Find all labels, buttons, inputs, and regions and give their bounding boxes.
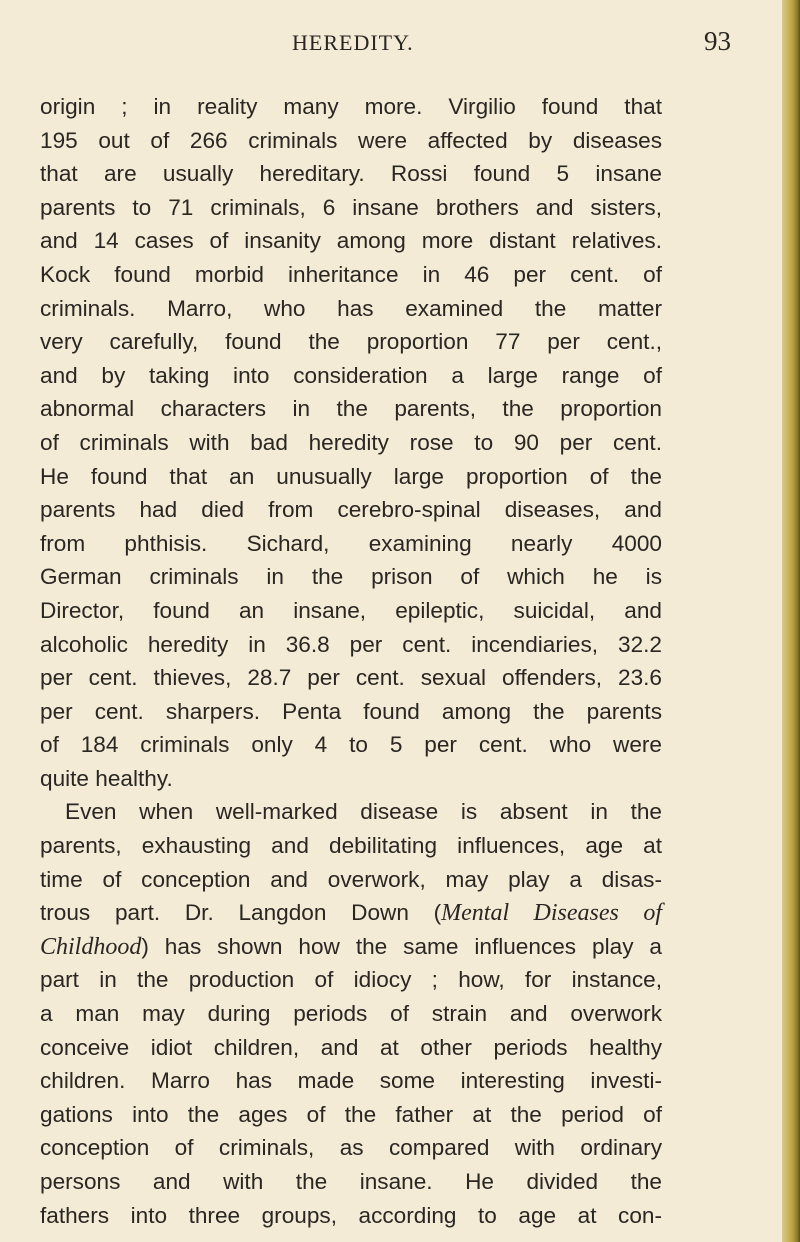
text-line: conception of criminals, as compared with ordinary xyxy=(40,1135,662,1161)
text-span: trous part. Dr. Langdon Down ( xyxy=(40,900,442,926)
text-line: German criminals in the prison of which he is xyxy=(40,564,662,590)
running-head xyxy=(0,22,782,62)
text-line: and by taking into consideration a large range of xyxy=(40,362,662,388)
running-title: HEREDITY. xyxy=(292,30,414,55)
text-line: origin ; in reality many more. Virgilio found that xyxy=(40,94,662,119)
text-line xyxy=(40,896,662,930)
text-line: criminals. Marro, who has examined the matter xyxy=(40,295,662,321)
text-line: of 184 criminals only 4 to 5 per cent. who were xyxy=(40,732,662,758)
text-line: Even when well-marked disease is absent in the xyxy=(65,799,662,825)
text-line: 195 out of 266 criminals were affected by diseases xyxy=(40,127,662,153)
page-number: 93 xyxy=(704,26,731,56)
text-line: conceive idiot children, and at other periods healthy xyxy=(40,1034,662,1060)
text-line: parents had died from cerebro-spinal diseases, and xyxy=(40,497,662,523)
text-line: per cent. sharpers. Penta found among the parents xyxy=(40,698,662,724)
text-line xyxy=(40,930,662,964)
text-line: that are usually hereditary. Rossi found 5 insane xyxy=(40,161,662,187)
text-line: part in the production of idiocy ; how, for instance, xyxy=(40,967,662,993)
text-line: parents, exhausting and debilitating influences, age at xyxy=(40,833,662,859)
text-line: persons and with the insane. He divided the xyxy=(40,1169,662,1194)
text-line: Director, found an insane, epileptic, suicidal, and xyxy=(40,597,662,623)
text-line: He found that an unusually large proportion of the xyxy=(40,463,662,489)
text-line: from phthisis. Sichard, examining nearly 4000 xyxy=(40,530,662,556)
text-line: a man may during periods of strain and overwork xyxy=(40,1001,662,1027)
text-line: alcoholic heredity in 36.8 per cent. incendiaries, 32.2 xyxy=(40,631,662,657)
text-line: and 14 cases of insanity among more distant relatives. xyxy=(40,228,662,254)
text-line: abnormal characters in the parents, the proportion xyxy=(40,396,662,422)
text-line: time of conception and overwork, may play a disas- xyxy=(40,866,662,892)
italic-title: Childhood xyxy=(40,933,142,960)
text-line: fathers into three groups, according to age at con- xyxy=(40,1202,662,1228)
text-line: very carefully, found the proportion 77 per cent., xyxy=(40,329,662,355)
text-line: per cent. thieves, 28.7 per cent. sexual offenders, 23.6 xyxy=(40,665,662,691)
text-span: ) has shown how the same influences play a xyxy=(141,933,662,959)
text-line: children. Marro has made some interesting investi- xyxy=(40,1068,662,1094)
italic-title: Mental Diseases of xyxy=(441,900,662,927)
text-line: of criminals with bad heredity rose to 90 per cent. xyxy=(40,429,662,455)
page-edge xyxy=(782,0,800,1242)
text-line: parents to 71 criminals, 6 insane brothers and sisters, xyxy=(40,194,662,220)
body-text xyxy=(40,90,662,1232)
text-line: quite healthy. xyxy=(40,765,173,791)
text-line: gations into the ages of the father at the period of xyxy=(40,1101,662,1127)
text-line: Kock found morbid inheritance in 46 per cent. of xyxy=(40,261,662,287)
